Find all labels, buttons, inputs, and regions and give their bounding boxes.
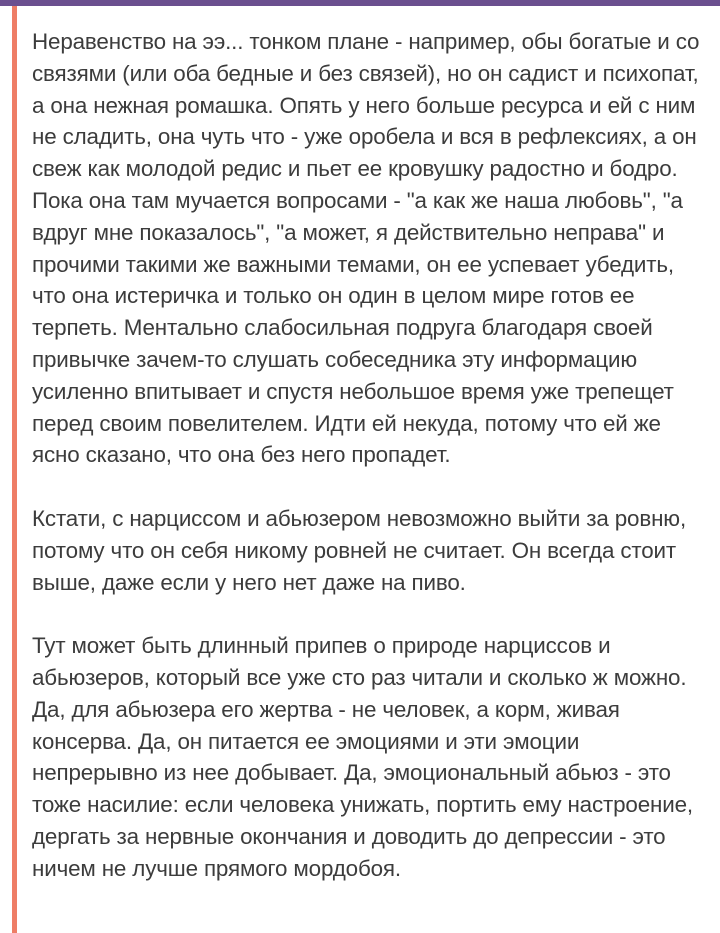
post-paragraph: Кстати, с нарциссом и абьюзером невозможно выйти за ровню, потому что он себя никому ровней не считает. Он всегда стоит выше, даже если у него нет даже на пиво. [32,505,687,595]
post-paragraph: Неравенство на ээ... тонком плане - например, обы богатые и со связями (или оба бедные и без связей), но он садист и психопат, а она нежная ромашка. Опять у него больше ресурса и ей с ним не сладить, она чуть что - уже оробела и вся в рефлексиях, а он свеж как молодой редис и пьет ее кровушку радостно и бодро. Пока она там мучается вопросами - "а как же наша любовь", "а вдруг мне показалось", "а может, я действительно неправа" и прочими такими же важными темами, он ее успевает убедить, что она истеричка и только он один в целом мире готов ее терпеть. Ментально слабосильная подруга благодаря своей привычке зачем-то слушать собеседника эту информацию усиленно впитывает и спустя небольшое время уже трепещет перед своим повелителем. Идти ей некуда, потому что ей же ясно сказано, что она без него пропадет. [32,29,700,468]
top-accent-bar [0,0,720,6]
post-body [32,26,706,885]
post-paragraph: Тут может быть длинный припев о природе нарциссов и абьюзеров, который все уже сто раз читали и сколько ж можно. Да, для абьюзера его жертва - не человек, а корм, живая консерва. Да, он питается ее эмоциями и эти эмоции непрерывно из нее добывает. Да, эмоциональный абьюз - это тоже насилие: если человека унижать, портить ему настроение, дергать за нервные окончания и доводить до депрессии - это ничем не лучше прямого мордобоя. [32,633,693,881]
quote-accent-bar [12,6,17,933]
